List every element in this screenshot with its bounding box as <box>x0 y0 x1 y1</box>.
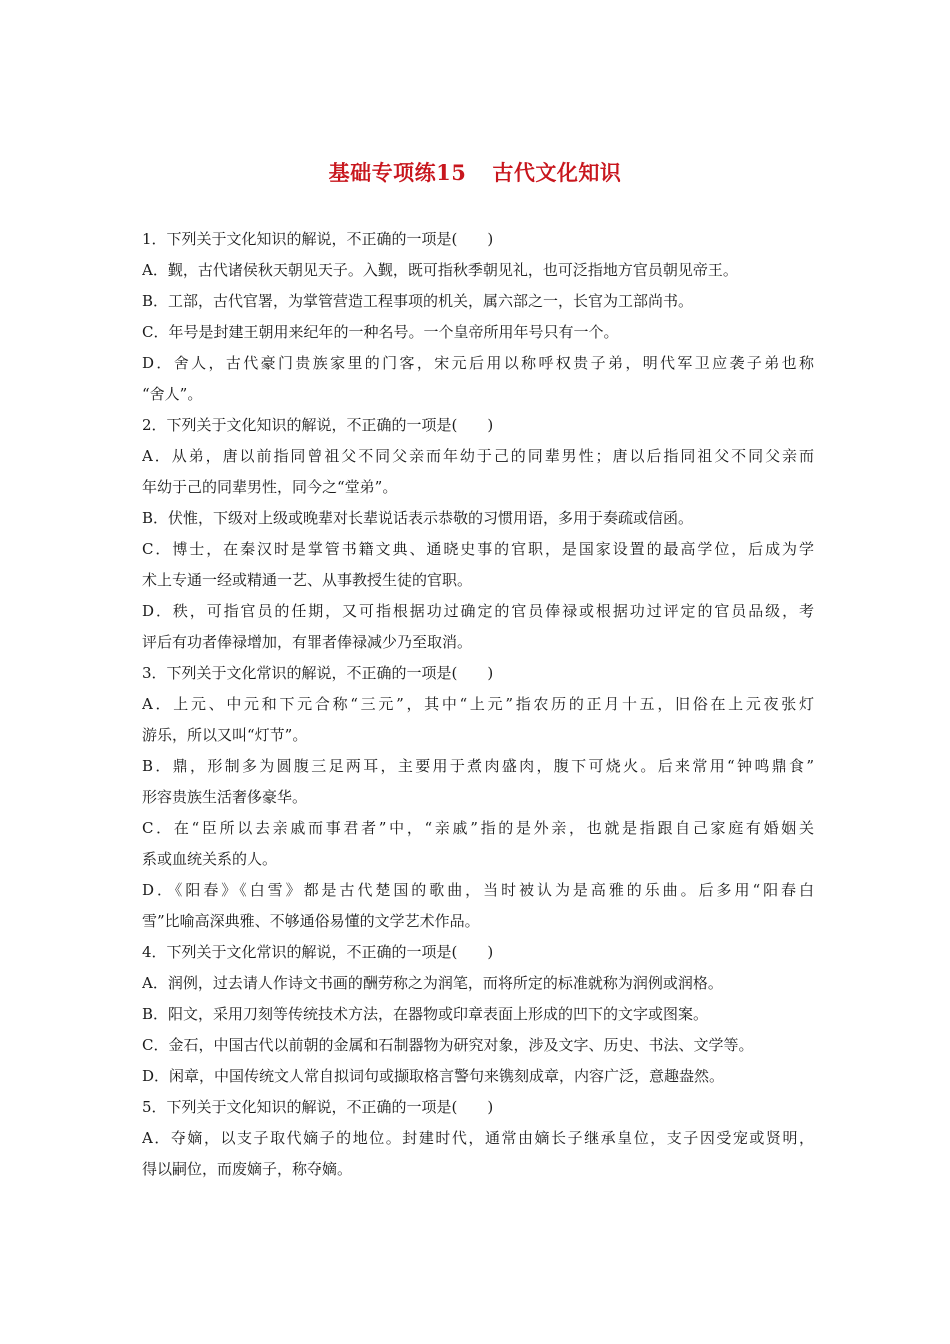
text-line: 术上专通一经或精通一艺、从事教授生徒的官职。 <box>142 571 473 589</box>
text-line: D．秩，可指官员的任期，又可指根据功过确定的官员俸禄或根据功过评定的官员品级，考 <box>142 602 814 620</box>
text-line: D．舍人，古代豪门贵族家里的门客，宋元后用以称呼权贵子弟，明代军卫应袭子弟也称 <box>142 354 814 372</box>
text-line: A．觐，古代诸侯秋天朝见天子。入觐，既可指秋季朝见礼，也可泛指地方官员朝见帝王。 <box>142 261 738 279</box>
text-line: 形容贵族生活奢侈豪华。 <box>142 788 308 806</box>
title-main: 基础专项练15 <box>328 160 467 185</box>
page-title <box>0 157 950 187</box>
text-line: D．《阳春》《白雪》都是古代楚国的歌曲，当时被认为是高雅的乐曲。后多用“阳春白 <box>142 881 814 899</box>
text-line: B．工部，古代官署，为掌管营造工程事项的机关，属六部之一，长官为工部尚书。 <box>142 292 694 310</box>
text-line: 评后有功者俸禄增加，有罪者俸禄减少乃至取消。 <box>142 633 473 651</box>
text-line: B．阳文，采用刀刻等传统技术方法，在器物或印章表面上形成的凹下的文字或图案。 <box>142 1005 709 1023</box>
text-line: 系或血统关系的人。 <box>142 850 278 868</box>
text-line: A．上元、中元和下元合称“三元”，其中“上元”指农历的正月十五，旧俗在上元夜张灯 <box>142 695 814 713</box>
text-line: D．闲章，中国传统文人常自拟词句或撷取格言警句来镌刻成章，内容广泛，意趣盎然。 <box>142 1067 725 1085</box>
text-line: 游乐，所以又叫“灯节”。 <box>142 726 308 744</box>
text-line: 得以嗣位，而废嫡子，称夺嫡。 <box>142 1160 353 1178</box>
text-line: 雪”比喻高深典雅、不够通俗易懂的文学艺术作品。 <box>142 912 480 930</box>
text-line: C．博士，在秦汉时是掌管书籍文典、通晓史事的官职，是国家设置的最高学位，后成为学 <box>142 540 814 558</box>
question-stem: 1．下列关于文化知识的解说，不正确的一项是( ) <box>142 230 494 248</box>
question-content <box>142 224 814 1185</box>
text-line: B．鼎，形制多为圆腹三足两耳，主要用于煮肉盛肉，腹下可烧火。后来常用“钟鸣鼎食” <box>142 757 814 775</box>
text-line: C．金石，中国古代以前朝的金属和石制器物为研究对象，涉及文字、历史、书法、文学等。 <box>142 1036 754 1054</box>
question-stem: 3．下列关于文化常识的解说，不正确的一项是( ) <box>142 664 494 682</box>
text-line: A．润例，过去请人作诗文书画的酬劳称之为润笔，而将所定的标准就称为润例或润格。 <box>142 974 723 992</box>
question-stem: 5．下列关于文化知识的解说，不正确的一项是( ) <box>142 1098 494 1116</box>
question-stem: 4．下列关于文化常识的解说，不正确的一项是( ) <box>142 943 494 961</box>
text-line: 年幼于己的同辈男性，同今之“堂弟”。 <box>142 478 398 496</box>
question-stem: 2．下列关于文化知识的解说，不正确的一项是( ) <box>142 416 494 434</box>
text-line: “舍人”。 <box>142 385 203 403</box>
text-line: A．夺嫡，以支子取代嫡子的地位。封建时代，通常由嫡长子继承皇位，支子因受宠或贤明， <box>142 1129 814 1147</box>
text-line: A．从弟，唐以前指同曾祖父不同父亲而年幼于己的同辈男性；唐以后指同祖父不同父亲而 <box>142 447 814 465</box>
title-sub: 古代文化知识 <box>492 160 622 185</box>
text-line: B．伏惟，下级对上级或晚辈对长辈说话表示恭敬的习惯用语，多用于奏疏或信函。 <box>142 509 694 527</box>
text-line: C．在“臣所以去亲戚而事君者”中，“亲戚”指的是外亲，也就是指跟自己家庭有婚姻关 <box>142 819 814 837</box>
text-line: C．年号是封建王朝用来纪年的一种名号。一个皇帝所用年号只有一个。 <box>142 323 619 341</box>
